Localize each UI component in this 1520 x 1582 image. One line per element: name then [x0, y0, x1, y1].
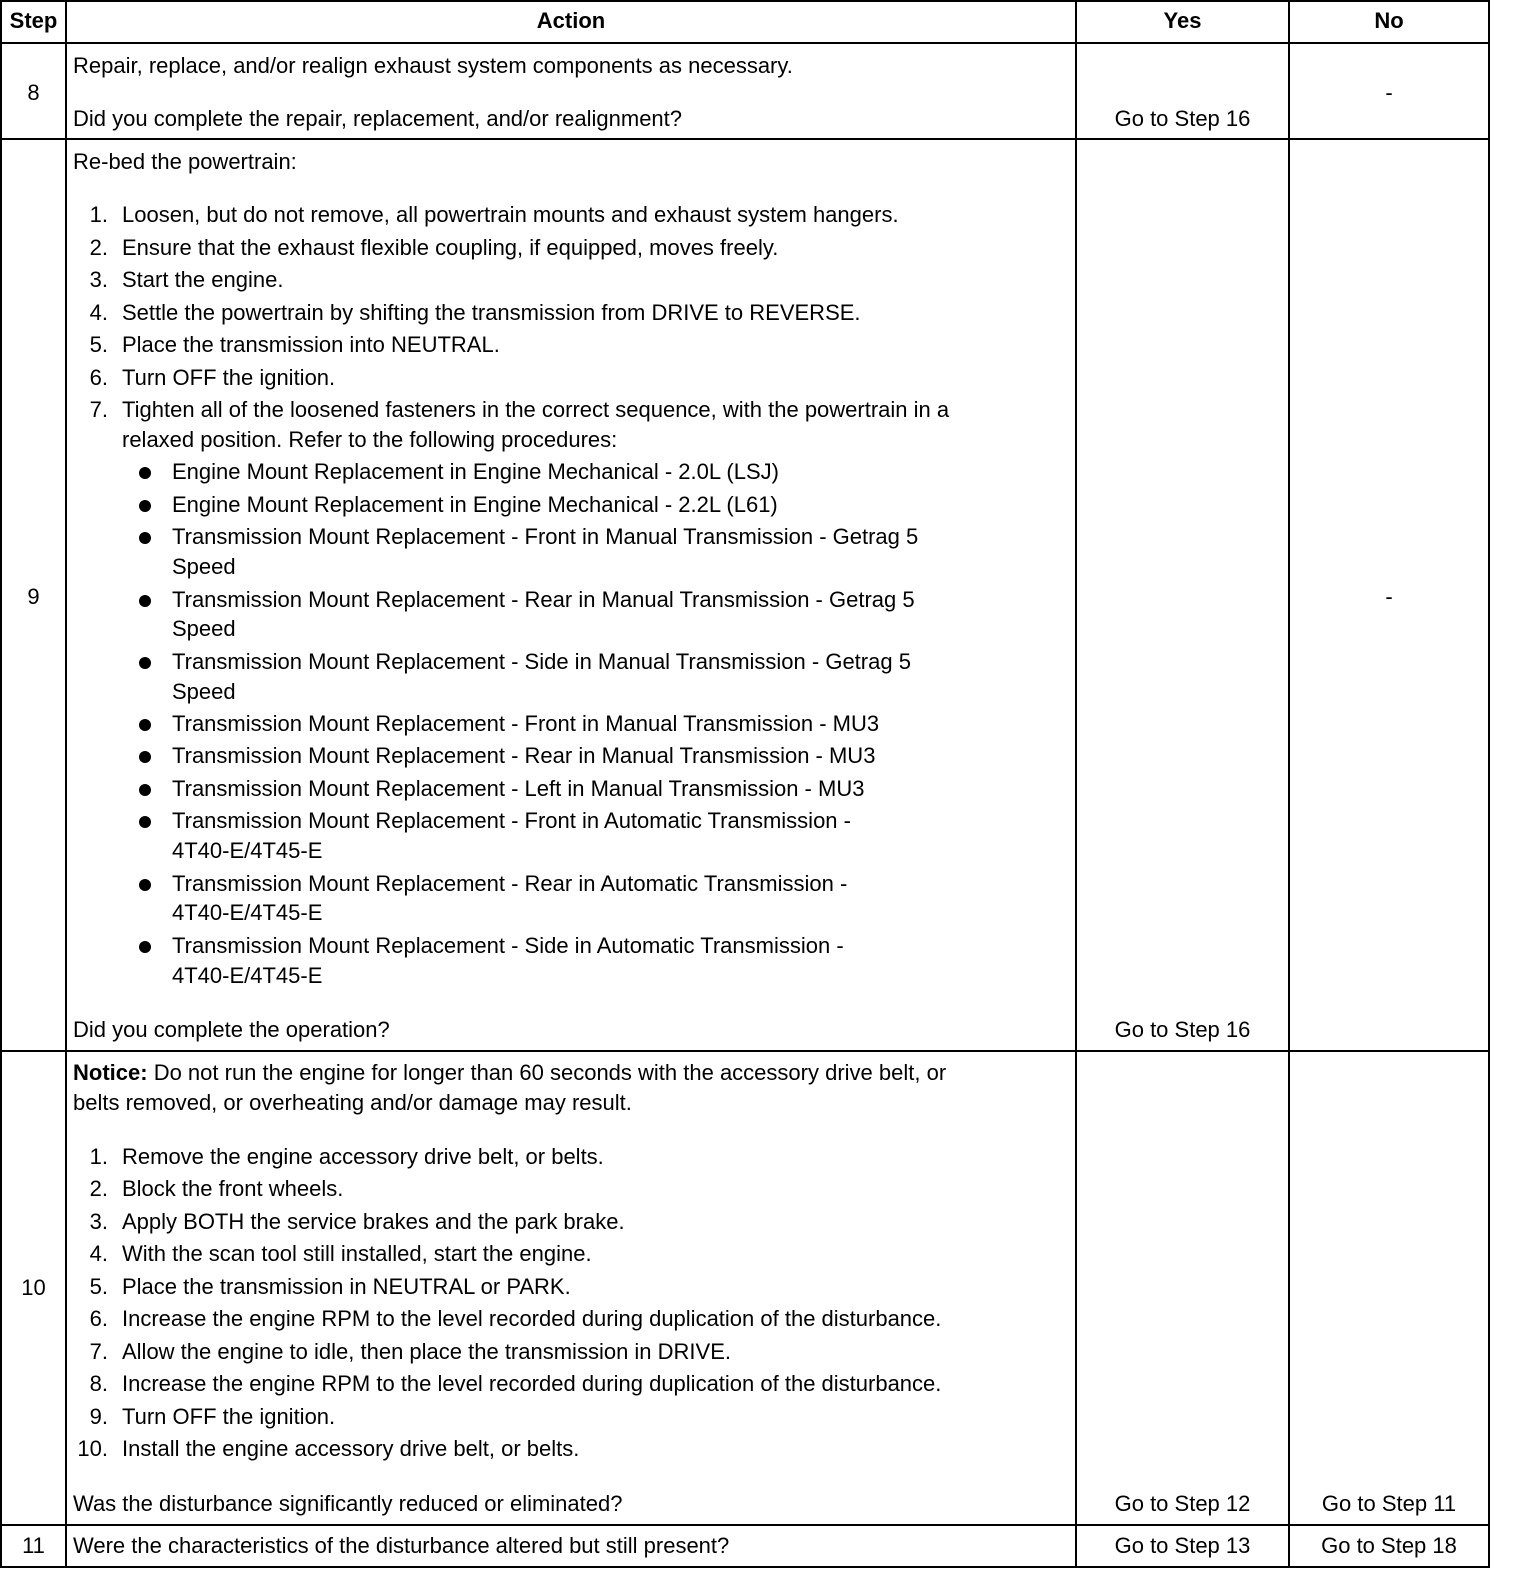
bullet-icon — [139, 657, 151, 669]
row-divider-10-11 — [0, 1524, 1490, 1526]
list-number: 4. — [89, 300, 108, 325]
yes-result: Go to Step 13 — [1114, 1533, 1251, 1558]
step-number: 9 — [27, 584, 40, 609]
bullet-icon — [139, 595, 151, 607]
procedure-link-continuation[interactable]: 4T40-E/4T45-E — [172, 963, 323, 988]
list-item: Loosen, but do not remove, all powertrain mounts and exhaust system hangers. — [122, 202, 899, 227]
procedure-link[interactable]: Transmission Mount Replacement - Left in Manual Transmission - MU3 — [172, 776, 865, 801]
bullet-icon — [139, 751, 151, 763]
procedure-link[interactable]: Transmission Mount Replacement - Rear in Manual Transmission - MU3 — [172, 743, 876, 768]
list-item: Ensure that the exhaust flexible coupling, if equipped, moves freely. — [122, 235, 779, 260]
bullet-icon — [139, 784, 151, 796]
list-item: Increase the engine RPM to the level recorded during duplication of the disturbance. — [122, 1306, 942, 1331]
procedure-link[interactable]: Transmission Mount Replacement - Front in Manual Transmission - MU3 — [172, 711, 880, 736]
row-divider-8-9 — [0, 138, 1490, 140]
list-number: 7. — [89, 397, 108, 422]
procedure-link-continuation[interactable]: Speed — [172, 679, 236, 704]
action-text: Re-bed the powertrain: — [73, 149, 297, 174]
no-result: Go to Step 11 — [1321, 1491, 1457, 1516]
list-number: 8. — [89, 1371, 108, 1396]
header-yes: Yes — [1163, 8, 1202, 33]
step-number: 8 — [27, 80, 40, 105]
procedure-link[interactable]: Transmission Mount Replacement - Side in Automatic Transmission - — [172, 933, 844, 958]
list-item: Turn OFF the ignition. — [122, 365, 336, 390]
bullet-icon — [139, 532, 151, 544]
no-result: - — [1385, 584, 1393, 609]
list-number: 2. — [89, 1176, 108, 1201]
question-text: Did you complete the repair, replacement, and/or realignment? — [73, 106, 683, 131]
list-item: Start the engine. — [122, 267, 284, 292]
list-number: 2. — [89, 235, 108, 260]
col-divider-yes — [1288, 0, 1290, 1568]
list-item: Block the front wheels. — [122, 1176, 344, 1201]
notice-text — [73, 1057, 946, 1089]
list-item: Tighten all of the loosened fasteners in the correct sequence, with the powertrain in a — [122, 397, 950, 422]
bullet-icon — [139, 500, 151, 512]
list-item: Install the engine accessory drive belt, or belts. — [122, 1436, 580, 1461]
list-item: Increase the engine RPM to the level recorded during duplication of the disturbance. — [122, 1371, 942, 1396]
no-result: - — [1385, 80, 1393, 105]
notice-label: Notice: — [73, 1060, 148, 1085]
table-border-left — [0, 0, 2, 1568]
list-number: 4. — [89, 1241, 108, 1266]
bullet-icon — [139, 941, 151, 953]
step-number: 10 — [21, 1275, 46, 1300]
list-number: 1. — [89, 202, 108, 227]
list-item: Apply BOTH the service brakes and the park brake. — [122, 1209, 625, 1234]
procedure-link[interactable]: Transmission Mount Replacement - Front in Automatic Transmission - — [172, 808, 851, 833]
question-text: Were the characteristics of the disturbance altered but still present? — [73, 1533, 730, 1558]
list-number: 1. — [89, 1144, 108, 1169]
bullet-icon — [139, 879, 151, 891]
procedure-link-continuation[interactable]: Speed — [172, 554, 236, 579]
list-item-continuation: relaxed position. Refer to the following procedures: — [122, 427, 618, 452]
procedure-link[interactable]: Transmission Mount Replacement - Rear in Manual Transmission - Getrag 5 — [172, 587, 915, 612]
question-text: Was the disturbance significantly reduced or eliminated? — [73, 1491, 623, 1516]
bullet-icon — [139, 816, 151, 828]
procedure-link-continuation[interactable]: 4T40-E/4T45-E — [172, 900, 323, 925]
action-text: Repair, replace, and/or realign exhaust system components as necessary. — [73, 53, 793, 78]
list-number: 6. — [89, 365, 108, 390]
header-divider — [0, 42, 1490, 44]
header-action: Action — [536, 8, 606, 33]
header-step: Step — [9, 8, 58, 33]
yes-result: Go to Step 16 — [1114, 106, 1251, 131]
bullet-icon — [139, 719, 151, 731]
no-result: Go to Step 18 — [1321, 1533, 1457, 1558]
list-item: Settle the powertrain by shifting the transmission from DRIVE to REVERSE. — [122, 300, 861, 325]
procedure-link[interactable]: Transmission Mount Replacement - Rear in Automatic Transmission - — [172, 871, 848, 896]
list-number: 9. — [89, 1404, 108, 1429]
list-number: 6. — [89, 1306, 108, 1331]
list-item: With the scan tool still installed, start the engine. — [122, 1241, 592, 1266]
col-divider-action — [1075, 0, 1077, 1568]
row-divider-9-10 — [0, 1050, 1490, 1052]
notice-body: Do not run the engine for longer than 60 seconds with the accessory drive belt, or — [153, 1060, 947, 1085]
list-item: Turn OFF the ignition. — [122, 1404, 336, 1429]
question-text: Did you complete the operation? — [73, 1017, 390, 1042]
list-item: Place the transmission in NEUTRAL or PARK. — [122, 1274, 571, 1299]
procedure-link[interactable]: Engine Mount Replacement in Engine Mechanical - 2.2L (L61) — [172, 492, 778, 517]
step-number: 11 — [22, 1533, 45, 1558]
notice-text-continuation: belts removed, or overheating and/or damage may result. — [73, 1090, 632, 1115]
list-number: 5. — [89, 1274, 108, 1299]
list-item: Allow the engine to idle, then place the transmission in DRIVE. — [122, 1339, 731, 1364]
table-border-bottom — [0, 1566, 1490, 1568]
table-border-right — [1488, 0, 1490, 1568]
procedure-link[interactable]: Transmission Mount Replacement - Front in Manual Transmission - Getrag 5 — [172, 524, 919, 549]
yes-result: Go to Step 16 — [1114, 1017, 1251, 1042]
bullet-icon — [139, 467, 151, 479]
procedure-link[interactable]: Engine Mount Replacement in Engine Mechanical - 2.0L (LSJ) — [172, 459, 779, 484]
list-item: Place the transmission into NEUTRAL. — [122, 332, 500, 357]
list-number: 3. — [89, 267, 108, 292]
list-number: 3. — [89, 1209, 108, 1234]
header-no: No — [1374, 8, 1404, 33]
yes-result: Go to Step 12 — [1114, 1491, 1251, 1516]
col-divider-step — [65, 0, 67, 1568]
procedure-link-continuation[interactable]: Speed — [172, 616, 236, 641]
list-number: 7. — [89, 1339, 108, 1364]
procedure-link[interactable]: Transmission Mount Replacement - Side in Manual Transmission - Getrag 5 — [172, 649, 911, 674]
list-number: 5. — [89, 332, 108, 357]
procedure-link-continuation[interactable]: 4T40-E/4T45-E — [172, 838, 323, 863]
list-item: Remove the engine accessory drive belt, or belts. — [122, 1144, 604, 1169]
list-number: 10. — [77, 1436, 108, 1461]
